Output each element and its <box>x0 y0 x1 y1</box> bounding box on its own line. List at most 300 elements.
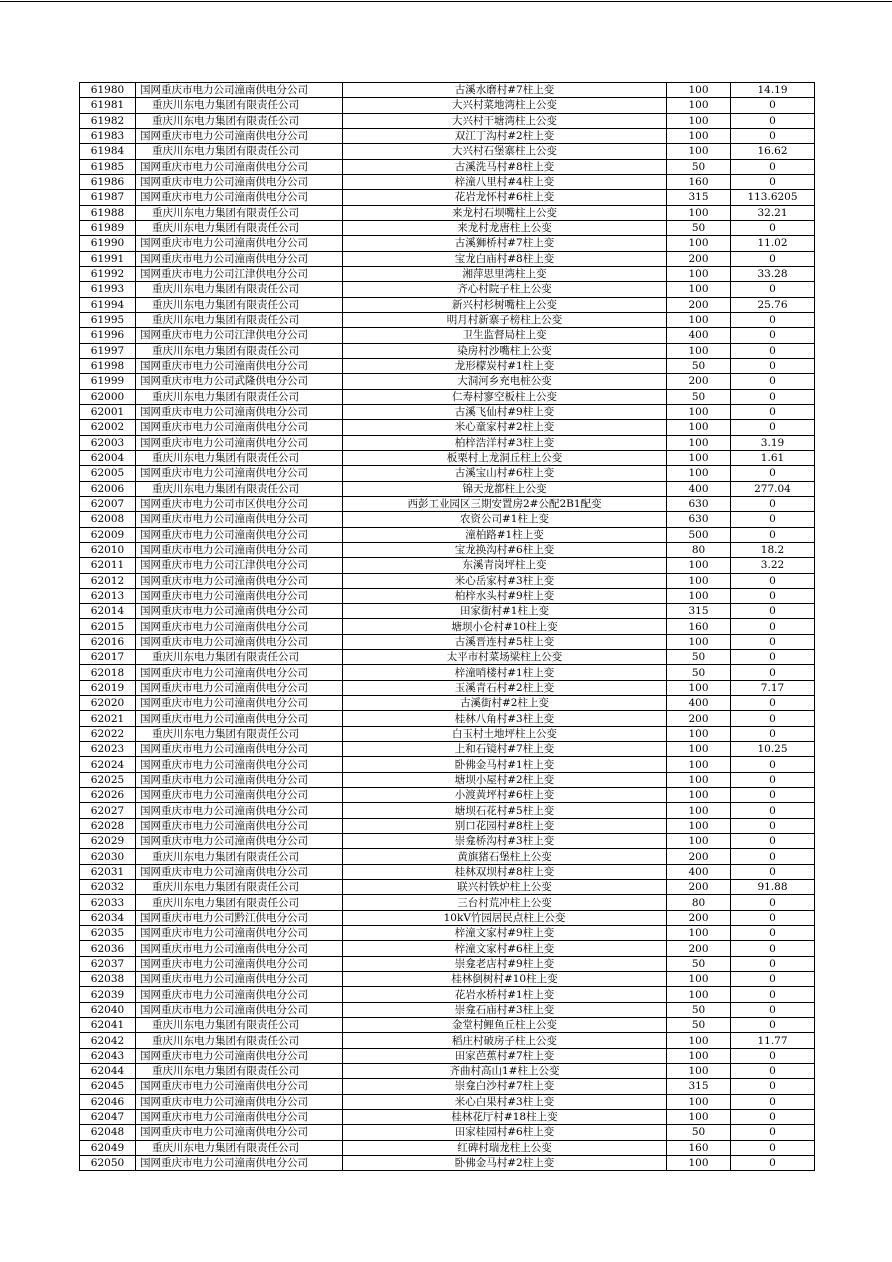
company-cell: 重庆川东电力集团有限责任公司 <box>136 895 343 910</box>
row-number-cell: 62028 <box>80 818 136 833</box>
company-cell: 国网重庆市电力公司潼南供电分公司 <box>136 159 343 174</box>
transformer-name-cell: 梓潼哨楼村#1柱上变 <box>343 665 667 680</box>
value-cell: 0 <box>731 665 815 680</box>
value-cell: 0 <box>731 389 815 404</box>
company-cell: 国网重庆市电力公司潼南供电分公司 <box>136 818 343 833</box>
value-cell: 0 <box>731 1109 815 1124</box>
row-number-cell: 61982 <box>80 113 136 128</box>
transformer-name-cell: 大兴村石堡寨柱上公变 <box>343 144 667 159</box>
capacity-cell: 100 <box>667 113 731 128</box>
value-cell: 1.61 <box>731 450 815 465</box>
company-cell: 重庆川东电力集团有限责任公司 <box>136 220 343 235</box>
value-cell: 0 <box>731 1155 815 1170</box>
row-number-cell: 62024 <box>80 757 136 772</box>
row-number-cell: 62000 <box>80 389 136 404</box>
transformer-name-cell: 梓潼文家村#9柱上变 <box>343 926 667 941</box>
company-cell: 国网重庆市电力公司潼南供电分公司 <box>136 358 343 373</box>
value-cell: 91.88 <box>731 880 815 895</box>
table-row <box>80 772 815 787</box>
value-cell: 32.21 <box>731 205 815 220</box>
transformer-name-cell: 米心岳家村#3柱上变 <box>343 573 667 588</box>
transformer-name-cell: 崇龛老店村#9柱上变 <box>343 956 667 971</box>
capacity-cell: 315 <box>667 604 731 619</box>
value-cell: 18.2 <box>731 542 815 557</box>
value-cell: 0 <box>731 941 815 956</box>
capacity-cell: 100 <box>667 1094 731 1109</box>
company-cell: 国网重庆市电力公司潼南供电分公司 <box>136 420 343 435</box>
row-number-cell: 61988 <box>80 205 136 220</box>
capacity-cell: 100 <box>667 450 731 465</box>
company-cell: 国网重庆市电力公司潼南供电分公司 <box>136 941 343 956</box>
transformer-name-cell: 龙形檬炭村#1柱上变 <box>343 358 667 373</box>
transformer-name-cell: 齐心村院子柱上公变 <box>343 282 667 297</box>
row-number-cell: 61983 <box>80 128 136 143</box>
table-row <box>80 1048 815 1063</box>
row-number-cell: 62003 <box>80 435 136 450</box>
company-cell: 国网重庆市电力公司潼南供电分公司 <box>136 926 343 941</box>
table-body <box>80 83 815 1171</box>
capacity-cell: 200 <box>667 711 731 726</box>
row-number-cell: 62031 <box>80 864 136 879</box>
row-number-cell: 62022 <box>80 726 136 741</box>
transformer-name-cell: 别口花园村#8柱上变 <box>343 818 667 833</box>
table-row <box>80 266 815 281</box>
row-number-cell: 62019 <box>80 680 136 695</box>
transformer-name-cell: 齐曲村高山1#柱上公变 <box>343 1064 667 1079</box>
capacity-cell: 100 <box>667 588 731 603</box>
transformer-name-cell: 桂林花厅村#18柱上变 <box>343 1109 667 1124</box>
row-number-cell: 62015 <box>80 619 136 634</box>
table-row <box>80 1125 815 1140</box>
company-cell: 国网重庆市电力公司潼南供电分公司 <box>136 1002 343 1017</box>
transformer-name-cell: 东溪青岗坪柱上变 <box>343 558 667 573</box>
row-number-cell: 62026 <box>80 788 136 803</box>
transformer-name-cell: 黄旗猪石堡柱上公变 <box>343 849 667 864</box>
table-row <box>80 880 815 895</box>
row-number-cell: 62005 <box>80 466 136 481</box>
company-cell: 国网重庆市电力公司潼南供电分公司 <box>136 665 343 680</box>
row-number-cell: 62010 <box>80 542 136 557</box>
row-number-cell: 62044 <box>80 1064 136 1079</box>
row-number-cell: 61998 <box>80 358 136 373</box>
capacity-cell: 100 <box>667 972 731 987</box>
row-number-cell: 62038 <box>80 972 136 987</box>
table-row <box>80 956 815 971</box>
value-cell: 0 <box>731 956 815 971</box>
table-row <box>80 496 815 511</box>
company-cell: 国网重庆市电力公司潼南供电分公司 <box>136 236 343 251</box>
value-cell: 0 <box>731 251 815 266</box>
capacity-cell: 200 <box>667 297 731 312</box>
value-cell: 0 <box>731 312 815 327</box>
transformer-name-cell: 古溪飞仙村#9柱上变 <box>343 404 667 419</box>
capacity-cell: 100 <box>667 558 731 573</box>
table-row <box>80 466 815 481</box>
table-row <box>80 634 815 649</box>
table-row <box>80 404 815 419</box>
company-cell: 国网重庆市电力公司潼南供电分公司 <box>136 788 343 803</box>
row-number-cell: 62017 <box>80 650 136 665</box>
table-row <box>80 849 815 864</box>
transformer-name-cell: 田家街村#1柱上变 <box>343 604 667 619</box>
transformer-name-cell: 古溪宝山村#6柱上变 <box>343 466 667 481</box>
value-cell: 0 <box>731 619 815 634</box>
transformer-name-cell: 湘萍思里湾柱上变 <box>343 266 667 281</box>
value-cell: 0 <box>731 1140 815 1155</box>
transformer-name-cell: 古溪狮桥村#7柱上变 <box>343 236 667 251</box>
row-number-cell: 62004 <box>80 450 136 465</box>
transformer-name-cell: 卧佛金马村#1柱上变 <box>343 757 667 772</box>
table-row <box>80 420 815 435</box>
company-cell: 国网重庆市电力公司江津供电分公司 <box>136 328 343 343</box>
capacity-cell: 400 <box>667 696 731 711</box>
transformer-name-cell: 花岩龙怀村#6柱上变 <box>343 190 667 205</box>
capacity-cell: 50 <box>667 1002 731 1017</box>
company-cell: 国网重庆市电力公司潼南供电分公司 <box>136 680 343 695</box>
company-cell: 国网重庆市电力公司潼南供电分公司 <box>136 634 343 649</box>
capacity-cell: 100 <box>667 680 731 695</box>
value-cell: 113.6205 <box>731 190 815 205</box>
company-cell: 重庆川东电力集团有限责任公司 <box>136 849 343 864</box>
table-row <box>80 1094 815 1109</box>
transformer-name-cell: 崇龛石庙村#3柱上变 <box>343 1002 667 1017</box>
row-number-cell: 61981 <box>80 98 136 113</box>
capacity-cell: 500 <box>667 527 731 542</box>
row-number-cell: 62013 <box>80 588 136 603</box>
transformer-name-cell: 古溪晋连村#5柱上变 <box>343 634 667 649</box>
transformer-name-cell: 三台村荒冲柱上公变 <box>343 895 667 910</box>
table-row <box>80 604 815 619</box>
value-cell: 0 <box>731 588 815 603</box>
transformer-name-cell: 西彭工业园区三期安置房2#公配2B1配变 <box>343 496 667 511</box>
value-cell: 0 <box>731 1002 815 1017</box>
value-cell: 0 <box>731 1018 815 1033</box>
transformer-name-cell: 新兴村杉树嘴柱上公变 <box>343 297 667 312</box>
value-cell: 0 <box>731 374 815 389</box>
row-number-cell: 62029 <box>80 834 136 849</box>
capacity-cell: 315 <box>667 1079 731 1094</box>
value-cell: 0 <box>731 818 815 833</box>
value-cell: 0 <box>731 788 815 803</box>
capacity-cell: 50 <box>667 665 731 680</box>
company-cell: 国网重庆市电力公司潼南供电分公司 <box>136 757 343 772</box>
company-cell: 国网重庆市电力公司潼南供电分公司 <box>136 588 343 603</box>
capacity-cell: 200 <box>667 849 731 864</box>
table-row <box>80 174 815 189</box>
capacity-cell: 100 <box>667 420 731 435</box>
capacity-cell: 100 <box>667 803 731 818</box>
capacity-cell: 100 <box>667 282 731 297</box>
table-row <box>80 650 815 665</box>
capacity-cell: 200 <box>667 880 731 895</box>
capacity-cell: 100 <box>667 772 731 787</box>
table-row <box>80 972 815 987</box>
value-cell: 11.77 <box>731 1033 815 1048</box>
row-number-cell: 61995 <box>80 312 136 327</box>
transformer-name-cell: 小渡黄坪村#6柱上变 <box>343 788 667 803</box>
transformer-name-cell: 仁寿村寥空板柱上公变 <box>343 389 667 404</box>
capacity-cell: 100 <box>667 926 731 941</box>
table-row <box>80 941 815 956</box>
value-cell: 0 <box>731 604 815 619</box>
table-row <box>80 282 815 297</box>
value-cell: 0 <box>731 220 815 235</box>
capacity-cell: 100 <box>667 1109 731 1124</box>
transformer-name-cell: 锦天龙都柱上公变 <box>343 481 667 496</box>
value-cell: 0 <box>731 1048 815 1063</box>
transformer-name-cell: 染房村沙嘴柱上公变 <box>343 343 667 358</box>
row-number-cell: 61994 <box>80 297 136 312</box>
table-row <box>80 98 815 113</box>
capacity-cell: 50 <box>667 956 731 971</box>
row-number-cell: 62035 <box>80 926 136 941</box>
transformer-name-cell: 梓潼八里村#4柱上变 <box>343 174 667 189</box>
company-cell: 国网重庆市电力公司江津供电分公司 <box>136 558 343 573</box>
table-row <box>80 527 815 542</box>
company-cell: 国网重庆市电力公司潼南供电分公司 <box>136 404 343 419</box>
row-number-cell: 61990 <box>80 236 136 251</box>
transformer-name-cell: 联兴村铁炉柱上公变 <box>343 880 667 895</box>
row-number-cell: 61999 <box>80 374 136 389</box>
company-cell: 国网重庆市电力公司潼南供电分公司 <box>136 864 343 879</box>
page-top-rule <box>0 1 892 2</box>
value-cell: 0 <box>731 926 815 941</box>
value-cell: 0 <box>731 1064 815 1079</box>
table-row <box>80 711 815 726</box>
row-number-cell: 62018 <box>80 665 136 680</box>
company-cell: 国网重庆市电力公司潼南供电分公司 <box>136 742 343 757</box>
table-row <box>80 159 815 174</box>
row-number-cell: 62020 <box>80 696 136 711</box>
capacity-cell: 50 <box>667 389 731 404</box>
capacity-cell: 100 <box>667 742 731 757</box>
company-cell: 重庆川东电力集团有限责任公司 <box>136 98 343 113</box>
table-row <box>80 926 815 941</box>
row-number-cell: 62045 <box>80 1079 136 1094</box>
table-row <box>80 220 815 235</box>
table-row <box>80 389 815 404</box>
transformer-name-cell: 来龙村石坝嘴柱上公变 <box>343 205 667 220</box>
capacity-cell: 630 <box>667 512 731 527</box>
value-cell: 25.76 <box>731 297 815 312</box>
row-number-cell: 62012 <box>80 573 136 588</box>
capacity-cell: 100 <box>667 726 731 741</box>
table-row <box>80 251 815 266</box>
table-row <box>80 312 815 327</box>
capacity-cell: 100 <box>667 573 731 588</box>
company-cell: 国网重庆市电力公司潼南供电分公司 <box>136 174 343 189</box>
company-cell: 国网重庆市电力公司潼南供电分公司 <box>136 987 343 1002</box>
company-cell: 国网重庆市电力公司潼南供电分公司 <box>136 604 343 619</box>
row-number-cell: 62008 <box>80 512 136 527</box>
value-cell: 14.19 <box>731 83 815 98</box>
value-cell: 0 <box>731 328 815 343</box>
capacity-cell: 160 <box>667 619 731 634</box>
capacity-cell: 50 <box>667 220 731 235</box>
capacity-cell: 100 <box>667 435 731 450</box>
row-number-cell: 62016 <box>80 634 136 649</box>
transformer-name-cell: 玉溪青石村#2柱上变 <box>343 680 667 695</box>
company-cell: 国网重庆市电力公司潼南供电分公司 <box>136 542 343 557</box>
transformer-name-cell: 白玉村土地坪柱上公变 <box>343 726 667 741</box>
row-number-cell: 61986 <box>80 174 136 189</box>
value-cell: 10.25 <box>731 742 815 757</box>
transformer-name-cell: 上和石镜村#7柱上变 <box>343 742 667 757</box>
company-cell: 国网重庆市电力公司潼南供电分公司 <box>136 1155 343 1170</box>
table-row <box>80 558 815 573</box>
company-cell: 重庆川东电力集团有限责任公司 <box>136 144 343 159</box>
row-number-cell: 62040 <box>80 1002 136 1017</box>
table-row <box>80 113 815 128</box>
transformer-name-cell: 米心童家村#2柱上变 <box>343 420 667 435</box>
transformer-name-cell: 塘坝小屋村#2柱上变 <box>343 772 667 787</box>
transformer-name-cell: 桂林八角村#3柱上变 <box>343 711 667 726</box>
value-cell: 0 <box>731 174 815 189</box>
table-row <box>80 803 815 818</box>
table-row <box>80 1018 815 1033</box>
capacity-cell: 100 <box>667 1048 731 1063</box>
table-row <box>80 343 815 358</box>
company-cell: 重庆川东电力集团有限责任公司 <box>136 1064 343 1079</box>
transformer-name-cell: 太平市村菜场梁柱上公变 <box>343 650 667 665</box>
transformer-name-cell: 稻庄村破房子柱上公变 <box>343 1033 667 1048</box>
table-row <box>80 1109 815 1124</box>
row-number-cell: 62032 <box>80 880 136 895</box>
company-cell: 重庆川东电力集团有限责任公司 <box>136 343 343 358</box>
value-cell: 0 <box>731 987 815 1002</box>
table-row <box>80 910 815 925</box>
transformer-name-cell: 桂林双坝村#8柱上变 <box>343 864 667 879</box>
capacity-cell: 200 <box>667 910 731 925</box>
capacity-cell: 80 <box>667 895 731 910</box>
row-number-cell: 62039 <box>80 987 136 1002</box>
company-cell: 国网重庆市电力公司潼南供电分公司 <box>136 573 343 588</box>
transformer-name-cell: 板栗村上龙洞丘柱上公变 <box>343 450 667 465</box>
transformer-name-cell: 花岩水桥村#1柱上变 <box>343 987 667 1002</box>
transformer-name-cell: 桂林倒树村#10柱上变 <box>343 972 667 987</box>
transformer-name-cell: 金堂村鲤鱼丘柱上公变 <box>343 1018 667 1033</box>
value-cell: 0 <box>731 527 815 542</box>
row-number-cell: 61987 <box>80 190 136 205</box>
table-row <box>80 128 815 143</box>
capacity-cell: 315 <box>667 190 731 205</box>
transformer-name-cell: 崇龛桥沟村#3柱上变 <box>343 834 667 849</box>
company-cell: 重庆川东电力集团有限责任公司 <box>136 1018 343 1033</box>
table-row <box>80 680 815 695</box>
transformer-name-cell: 古溪街村#2柱上变 <box>343 696 667 711</box>
company-cell: 重庆川东电力集团有限责任公司 <box>136 726 343 741</box>
transformer-name-cell: 古溪水磨村#7柱上变 <box>343 83 667 98</box>
transformer-name-cell: 田家芭蕉村#7柱上变 <box>343 1048 667 1063</box>
company-cell: 国网重庆市电力公司潼南供电分公司 <box>136 972 343 987</box>
company-cell: 国网重庆市电力公司潼南供电分公司 <box>136 1094 343 1109</box>
row-number-cell: 62002 <box>80 420 136 435</box>
value-cell: 0 <box>731 772 815 787</box>
value-cell: 0 <box>731 834 815 849</box>
company-cell: 重庆川东电力集团有限责任公司 <box>136 650 343 665</box>
capacity-cell: 100 <box>667 1033 731 1048</box>
value-cell: 277.04 <box>731 481 815 496</box>
row-number-cell: 62006 <box>80 481 136 496</box>
value-cell: 0 <box>731 1094 815 1109</box>
table-row <box>80 542 815 557</box>
row-number-cell: 62030 <box>80 849 136 864</box>
transformer-name-cell: 大兴村干塘湾柱上公变 <box>343 113 667 128</box>
value-cell: 0 <box>731 1079 815 1094</box>
capacity-cell: 100 <box>667 266 731 281</box>
transformer-name-cell: 柏梓水头村#9柱上变 <box>343 588 667 603</box>
value-cell: 0 <box>731 420 815 435</box>
value-cell: 0 <box>731 895 815 910</box>
value-cell: 16.62 <box>731 144 815 159</box>
capacity-cell: 100 <box>667 343 731 358</box>
company-cell: 重庆川东电力集团有限责任公司 <box>136 389 343 404</box>
capacity-cell: 100 <box>667 634 731 649</box>
row-number-cell: 62046 <box>80 1094 136 1109</box>
transformer-name-cell: 田家桂园村#6柱上变 <box>343 1125 667 1140</box>
row-number-cell: 61991 <box>80 251 136 266</box>
company-cell: 重庆川东电力集团有限责任公司 <box>136 113 343 128</box>
company-cell: 国网重庆市电力公司潼南供电分公司 <box>136 1048 343 1063</box>
value-cell: 0 <box>731 358 815 373</box>
table-row <box>80 374 815 389</box>
capacity-cell: 100 <box>667 236 731 251</box>
value-cell: 33.28 <box>731 266 815 281</box>
transformer-name-cell: 10kV竹园居民点柱上公变 <box>343 910 667 925</box>
table-row <box>80 1140 815 1155</box>
value-cell: 3.19 <box>731 435 815 450</box>
transformer-name-cell: 米心白果村#3柱上变 <box>343 1094 667 1109</box>
value-cell: 0 <box>731 282 815 297</box>
company-cell: 国网重庆市电力公司江津供电分公司 <box>136 266 343 281</box>
capacity-cell: 200 <box>667 251 731 266</box>
row-number-cell: 61980 <box>80 83 136 98</box>
row-number-cell: 62025 <box>80 772 136 787</box>
company-cell: 重庆川东电力集团有限责任公司 <box>136 880 343 895</box>
company-cell: 国网重庆市电力公司潼南供电分公司 <box>136 772 343 787</box>
transformer-name-cell: 红碑村瑞龙柱上公变 <box>343 1140 667 1155</box>
capacity-cell: 100 <box>667 404 731 419</box>
table-row <box>80 788 815 803</box>
company-cell: 国网重庆市电力公司潼南供电分公司 <box>136 128 343 143</box>
value-cell: 0 <box>731 864 815 879</box>
row-number-cell: 61985 <box>80 159 136 174</box>
row-number-cell: 62033 <box>80 895 136 910</box>
row-number-cell: 61984 <box>80 144 136 159</box>
capacity-cell: 80 <box>667 542 731 557</box>
company-cell: 国网重庆市电力公司潼南供电分公司 <box>136 803 343 818</box>
row-number-cell: 62009 <box>80 527 136 542</box>
capacity-cell: 100 <box>667 1064 731 1079</box>
row-number-cell: 62014 <box>80 604 136 619</box>
table-row <box>80 1033 815 1048</box>
company-cell: 国网重庆市电力公司潼南供电分公司 <box>136 527 343 542</box>
company-cell: 国网重庆市电力公司市区供电分公司 <box>136 496 343 511</box>
company-cell: 重庆川东电力集团有限责任公司 <box>136 205 343 220</box>
company-cell: 国网重庆市电力公司武隆供电分公司 <box>136 374 343 389</box>
transformer-name-cell: 塘坝石花村#5柱上变 <box>343 803 667 818</box>
table-row <box>80 190 815 205</box>
capacity-cell: 400 <box>667 481 731 496</box>
company-cell: 国网重庆市电力公司潼南供电分公司 <box>136 696 343 711</box>
row-number-cell: 61989 <box>80 220 136 235</box>
value-cell: 0 <box>731 849 815 864</box>
company-cell: 国网重庆市电力公司潼南供电分公司 <box>136 1079 343 1094</box>
company-cell: 重庆川东电力集团有限责任公司 <box>136 481 343 496</box>
capacity-cell: 160 <box>667 1140 731 1155</box>
capacity-cell: 50 <box>667 358 731 373</box>
value-cell: 0 <box>731 466 815 481</box>
